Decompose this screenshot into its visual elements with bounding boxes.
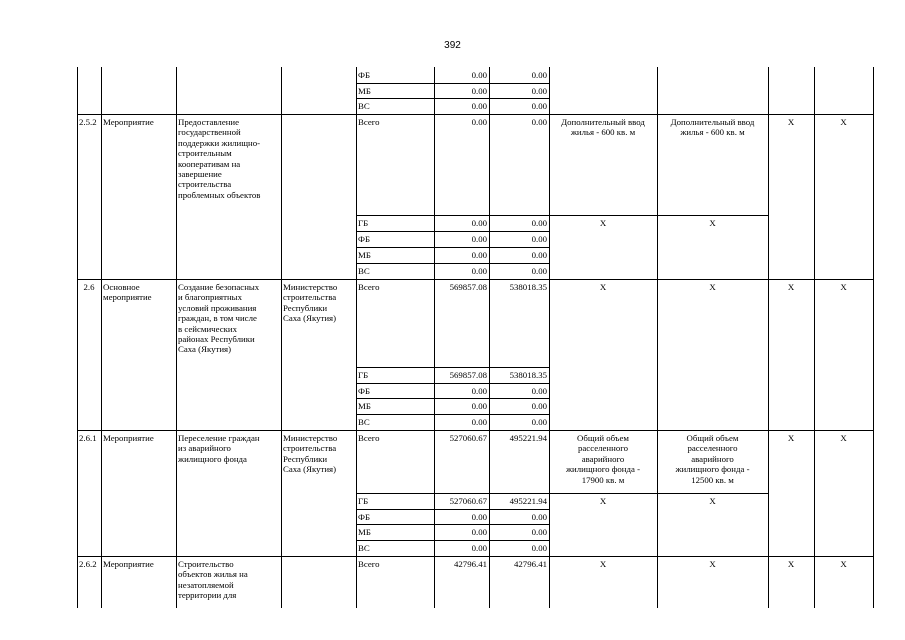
mark-cell: Х xyxy=(599,218,607,228)
row-name-line: незатопляемой xyxy=(178,579,234,590)
amount-cell: 0.00 xyxy=(471,266,487,276)
amount-cell: 538018.35 xyxy=(509,370,547,380)
amount-cell: 0.00 xyxy=(471,250,487,260)
table-grid-line xyxy=(873,67,874,608)
indicator-cell: Общий объем xyxy=(577,433,629,443)
funding-source-cell: ВС xyxy=(358,543,370,553)
amount-cell: 0.00 xyxy=(531,386,547,396)
row-type: Основное xyxy=(103,282,140,292)
indicator-cell: 12500 кв. м xyxy=(691,474,734,485)
row-name-line: завершение xyxy=(178,169,222,179)
table-row-divider xyxy=(77,430,874,431)
amount-cell: 0.00 xyxy=(471,86,487,96)
funding-source-cell: ГБ xyxy=(358,218,369,228)
mark-cell: Х xyxy=(787,282,795,292)
finance-row-divider xyxy=(356,509,550,510)
funding-source-cell: ФБ xyxy=(358,386,371,396)
row-name-line: поддержки жилищно- xyxy=(178,137,261,148)
mark-cell: Х xyxy=(709,218,716,228)
row-name-line: кооперативам на xyxy=(178,158,241,169)
page-number: 392 xyxy=(444,40,461,51)
funding-source-cell: ВС xyxy=(358,101,370,111)
executor-cell: Саха (Якутия) xyxy=(283,313,337,324)
indicator-cell: Дополнительный ввод xyxy=(561,117,645,127)
mark-cell: Х xyxy=(787,117,795,127)
row-name-line: строительства xyxy=(178,179,232,190)
row-name-line: Создание безопасных xyxy=(178,282,260,292)
indicator-cell: аварийного xyxy=(581,453,625,464)
amount-cell: 0.00 xyxy=(471,512,487,522)
row-type: Мероприятие xyxy=(103,433,154,443)
amount-cell: 0.00 xyxy=(471,234,487,244)
amount-cell: 0.00 xyxy=(471,117,487,127)
row-name-line: граждан, в том числе xyxy=(178,313,257,324)
row-name-line: районах Республики xyxy=(178,334,255,344)
row-name-line: жилищного фонда xyxy=(178,453,247,464)
amount-cell: 0.00 xyxy=(531,86,547,96)
amount-cell: 527060.67 xyxy=(449,433,487,443)
amount-cell: 0.00 xyxy=(531,218,547,228)
amount-cell: 0.00 xyxy=(471,101,487,111)
funding-source-cell: ВС xyxy=(358,266,370,276)
amount-cell: 0.00 xyxy=(531,234,547,244)
amount-cell: 569857.08 xyxy=(449,370,487,380)
mark-cell: Х xyxy=(709,282,716,292)
row-name-line: Переселение граждан xyxy=(178,433,260,443)
table-grid-line xyxy=(489,67,490,608)
amount-cell: 0.00 xyxy=(531,527,547,537)
mark-cell: Х xyxy=(599,559,607,569)
amount-cell: 495221.94 xyxy=(509,496,547,506)
finance-row-divider xyxy=(356,414,550,415)
amount-cell: 0.00 xyxy=(471,386,487,396)
amount-cell: 0.00 xyxy=(531,512,547,522)
row-number: 2.6.1 xyxy=(79,433,97,443)
indicator-cell: Общий объем xyxy=(686,433,739,443)
table-grid-line xyxy=(768,67,769,608)
indicator-cell: расселенного xyxy=(577,443,629,454)
funding-source-cell: Всего xyxy=(358,117,380,127)
table-grid-line xyxy=(281,67,282,608)
finance-row-divider xyxy=(356,524,550,525)
indicator-cell: расселенного xyxy=(687,443,738,454)
mark-cell: Х xyxy=(840,117,847,127)
mark-cell: Х xyxy=(840,433,847,443)
funding-source-cell: Всего xyxy=(358,433,380,443)
executor-cell: Министерство xyxy=(283,282,338,292)
row-type: мероприятие xyxy=(103,292,152,303)
table-row-divider xyxy=(77,556,874,557)
funding-source-cell: МБ xyxy=(358,250,371,260)
funding-source-cell: Всего xyxy=(358,559,380,569)
executor-cell: Министерство xyxy=(283,433,338,443)
finance-row-divider xyxy=(356,367,550,368)
amount-cell: 569857.08 xyxy=(449,282,487,292)
amount-cell: 495221.94 xyxy=(509,433,547,443)
amount-cell: 538018.35 xyxy=(509,282,547,292)
row-name-line: из аварийного xyxy=(178,443,231,454)
finance-row-divider xyxy=(356,540,550,541)
funding-source-cell: ВС xyxy=(358,417,370,427)
funding-source-cell: МБ xyxy=(358,86,371,96)
funding-source-cell: Всего xyxy=(358,282,380,292)
table-grid-line xyxy=(549,67,550,608)
table-grid-line xyxy=(657,67,658,608)
executor-cell: Республики xyxy=(283,302,328,313)
amount-cell: 0.00 xyxy=(531,266,547,276)
row-name-line: территории для xyxy=(178,590,237,601)
row-name-line: Саха (Якутия) xyxy=(178,344,232,355)
indicator-cell: Дополнительный ввод xyxy=(670,117,755,127)
funding-source-cell: ГБ xyxy=(358,496,369,506)
row-name-line: проблемных объектов xyxy=(178,189,261,200)
amount-cell: 0.00 xyxy=(531,101,547,111)
finance-row-divider xyxy=(356,493,769,494)
row-number: 2.6 xyxy=(83,282,95,292)
funding-source-cell: ГБ xyxy=(358,370,369,380)
indicator-cell: жилья - 600 кв. м xyxy=(570,127,636,138)
indicator-cell: жилья - 600 кв. м xyxy=(680,127,745,138)
amount-cell: 0.00 xyxy=(471,401,487,411)
table-grid-line xyxy=(434,67,435,608)
table-grid-line xyxy=(176,67,177,608)
amount-cell: 0.00 xyxy=(531,117,547,127)
mark-cell: Х xyxy=(709,559,716,569)
amount-cell: 0.00 xyxy=(471,70,487,80)
executor-cell: Республики xyxy=(283,453,328,464)
row-type: Мероприятие xyxy=(103,117,154,127)
table-row-divider xyxy=(77,279,874,280)
amount-cell: 0.00 xyxy=(471,527,487,537)
indicator-cell: жилищного фонда - xyxy=(675,464,750,475)
amount-cell: 0.00 xyxy=(471,218,487,228)
row-name-line: условий проживания xyxy=(178,302,257,313)
row-number: 2.6.2 xyxy=(79,559,97,569)
amount-cell: 0.00 xyxy=(471,543,487,553)
table-row-divider xyxy=(77,114,874,115)
row-name-line: в сейсмических xyxy=(178,323,237,334)
amount-cell: 0.00 xyxy=(531,250,547,260)
finance-row-divider xyxy=(356,98,550,99)
funding-source-cell: ФБ xyxy=(358,70,371,80)
indicator-cell: жилищного фонда - xyxy=(565,464,641,475)
table-grid-line xyxy=(77,67,78,608)
row-name-line: и благоприятных xyxy=(178,292,242,303)
finance-row-divider xyxy=(356,398,550,399)
row-name-line: Строительство xyxy=(178,559,234,569)
amount-cell: 527060.67 xyxy=(449,496,487,506)
finance-row-divider xyxy=(356,231,550,232)
amount-cell: 42796.41 xyxy=(514,559,547,569)
row-name-line: государственной xyxy=(178,127,241,138)
executor-cell: Саха (Якутия) xyxy=(283,464,337,475)
table-grid-line xyxy=(814,67,815,608)
funding-source-cell: ФБ xyxy=(358,234,371,244)
mark-cell: Х xyxy=(599,282,607,292)
amount-cell: 0.00 xyxy=(531,417,547,427)
amount-cell: 0.00 xyxy=(531,70,547,80)
funding-source-cell: ФБ xyxy=(358,512,371,522)
finance-row-divider xyxy=(356,383,550,384)
amount-cell: 42796.41 xyxy=(454,559,487,569)
amount-cell: 0.00 xyxy=(531,401,547,411)
executor-cell: строительства xyxy=(283,443,337,454)
row-number: 2.5.2 xyxy=(79,117,97,127)
mark-cell: Х xyxy=(709,496,716,506)
mark-cell: Х xyxy=(787,433,795,443)
row-name-line: строительным xyxy=(178,148,232,159)
finance-row-divider xyxy=(356,247,550,248)
finance-row-divider xyxy=(356,263,550,264)
table-grid-line xyxy=(356,67,357,608)
row-name-line: Предоставление xyxy=(178,117,240,127)
executor-cell: строительства xyxy=(283,292,337,303)
indicator-cell: 17900 кв. м xyxy=(581,474,625,485)
mark-cell: Х xyxy=(599,496,607,506)
finance-row-divider xyxy=(356,83,550,84)
funding-source-cell: МБ xyxy=(358,527,371,537)
amount-cell: 0.00 xyxy=(471,417,487,427)
indicator-cell: аварийного xyxy=(691,453,734,464)
mark-cell: Х xyxy=(840,282,847,292)
row-type: Мероприятие xyxy=(103,559,154,569)
amount-cell: 0.00 xyxy=(531,543,547,553)
funding-source-cell: МБ xyxy=(358,401,371,411)
row-name-line: объектов жилья на xyxy=(178,569,248,580)
table-grid-line xyxy=(101,67,102,608)
finance-row-divider xyxy=(356,215,769,216)
mark-cell: Х xyxy=(840,559,847,569)
mark-cell: Х xyxy=(787,559,795,569)
